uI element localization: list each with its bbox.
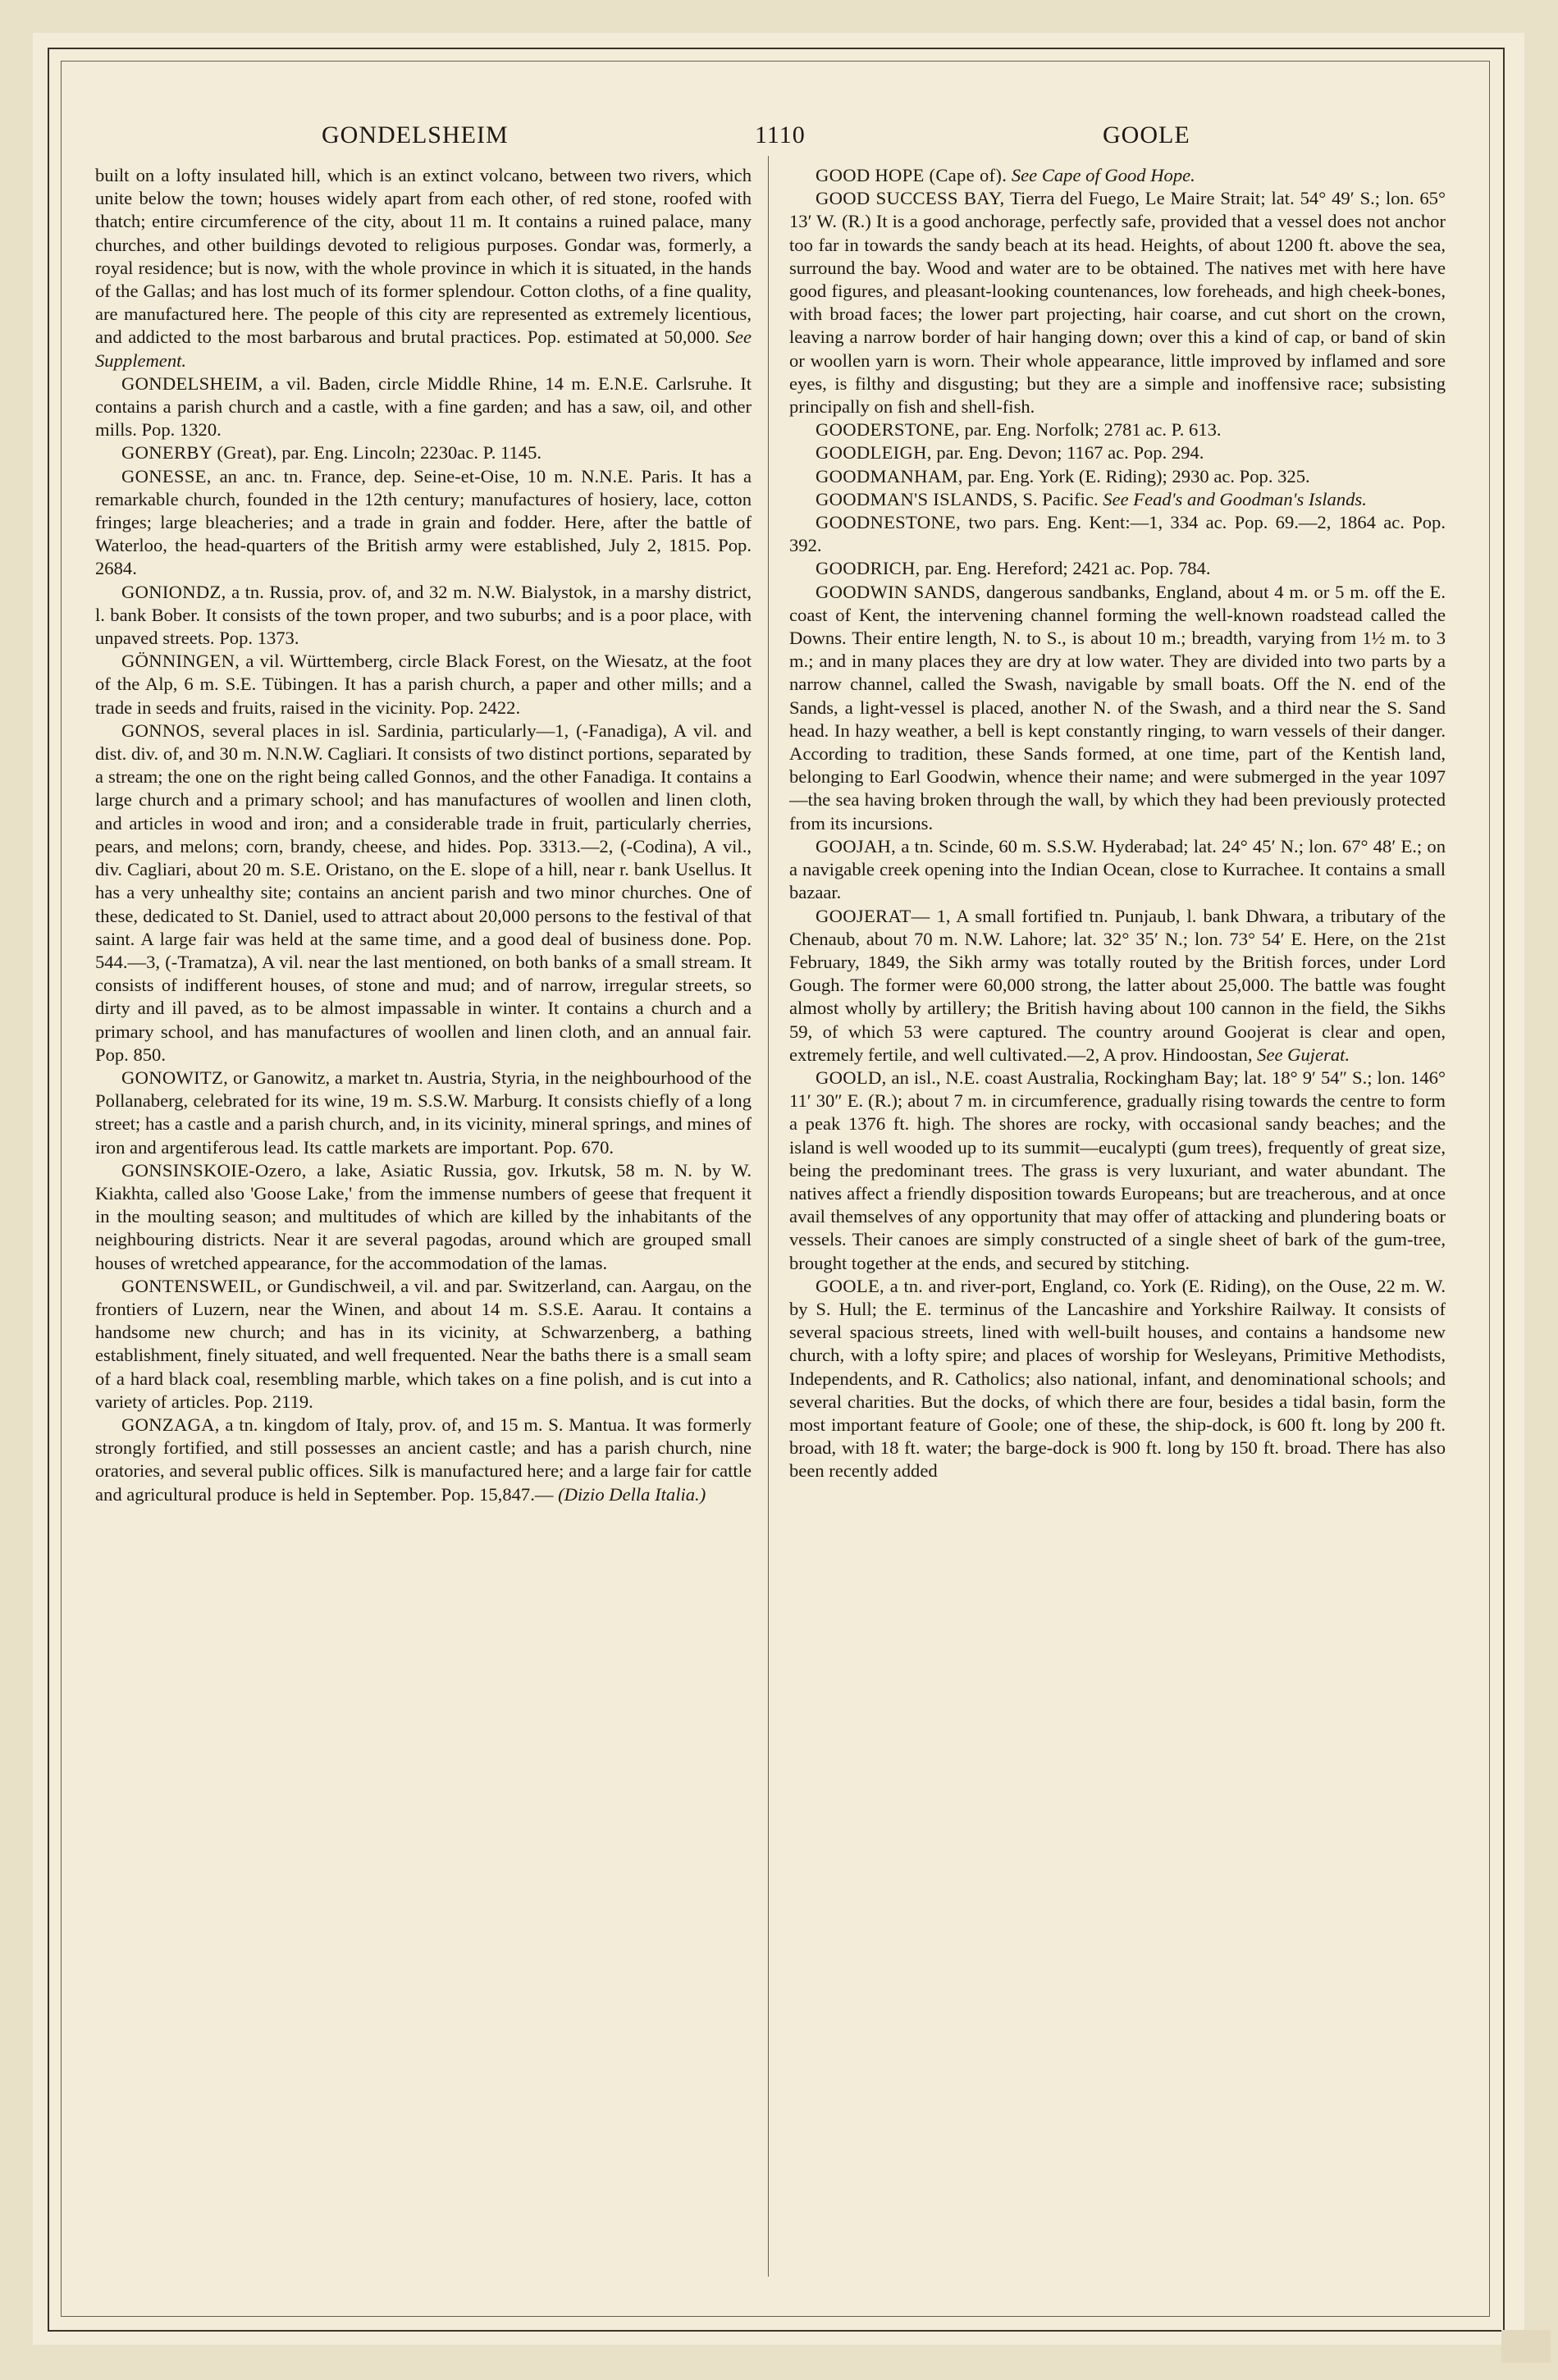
dictionary-entry bbox=[789, 488, 1446, 511]
dictionary-entry bbox=[95, 719, 752, 1067]
entry-text: a tn. and river-port, England, co. York (E. Riding), on the Ouse, 22 m. W. by S. Hull; the E. terminus of the Lancashire and Yorkshire Railway. It consists of several spacious streets, lined with well-built houses, and contains a handsome new church, with a lofty spire; and places of worship for Wesleyans, Primitive Methodists, Independents, and R. Catholics; also national, infant, and denominational schools; and several charities. But the docks, of which there are four, besides a tidal basin, form the most important feature of Goole; one of these, the ship-dock, is 600 ft. long by 200 ft. broad, with 18 ft. water; the barge-dock is 900 ft. long by 150 ft. broad. There has also been recently added bbox=[789, 1275, 1446, 1482]
right-column bbox=[789, 164, 1446, 2264]
entry-headword: GOOLD, bbox=[816, 1067, 887, 1088]
dictionary-entry bbox=[95, 1159, 752, 1275]
entry-text: par. Eng. Norfolk; 2781 ac. P. 613. bbox=[964, 419, 1222, 441]
entry-headword: GONDELSHEIM, bbox=[121, 372, 263, 394]
dictionary-entry bbox=[95, 1414, 752, 1506]
entry-text: or Ganowitz, a market tn. Austria, Styria, in the neighbourhood of the Pollanaberg, celebrated for its wine, 19 m. S.S.W. Marburg. It consists chiefly of a long street; has a castle and a parish church, and, in its vicinity, mineral springs, and mines of iron and argentiferous lead. Its cattle markets are important. Pop. 670. bbox=[95, 1067, 752, 1158]
entry-cross-reference: See Supplement. bbox=[95, 327, 752, 371]
dictionary-entry bbox=[789, 1275, 1446, 1483]
entry-text: a vil. Baden, circle Middle Rhine, 14 m. E.N.E. Carlsruhe. It contains a parish church and a castle, with a fine garden; and has a saw, oil, and other mills. Pop. 1320. bbox=[95, 372, 752, 441]
entry-headword: GOODMANHAM, bbox=[816, 465, 963, 487]
entry-headword: GONESSE, bbox=[121, 465, 212, 487]
entry-text: an anc. tn. France, dep. Seine-et-Oise, 10 m. N.N.E. Paris. It has a remarkable church, founded in the 12th century; manufactures of hosiery, lace, cotton fringes; large bleacheries; and a trade in grain and fodder. Here, after the battle of Waterloo, the head-quarters of the British army were established, July 2, 1815. Pop. 2684. bbox=[95, 465, 752, 579]
header-first-entry: GONDELSHEIM bbox=[322, 121, 509, 148]
entry-headword: GONOWITZ, bbox=[121, 1067, 229, 1088]
dictionary-entry bbox=[789, 465, 1446, 488]
dictionary-entry bbox=[95, 164, 752, 372]
entry-headword: GONERBY (Great), bbox=[121, 442, 277, 464]
page-corner-wear bbox=[1501, 2330, 1551, 2363]
running-header bbox=[90, 121, 1485, 154]
entry-headword: GONIONDZ, bbox=[121, 581, 226, 602]
entry-text: a tn. Scinde, 60 m. S.S.W. Hyderabad; lat. 24° 45′ N.; lon. 67° 48′ E.; on a navigable creek opening into the Indian Ocean, close to Kurrachee. It contains a small bazaar. bbox=[789, 835, 1446, 903]
entry-text: par. Eng. York (E. Riding); 2930 ac. Pop. 325. bbox=[967, 465, 1310, 487]
dictionary-entry bbox=[95, 1067, 752, 1159]
dictionary-entry bbox=[789, 835, 1446, 905]
entry-headword: GOOD HOPE (Cape of). bbox=[816, 165, 1007, 185]
entry-text: or Gundischweil, a vil. and par. Switzerland, can. Aargau, on the frontiers of Luzern, near the Winen, and about 14 m. S.S.E. Aarau. It contains a handsome new church; and has in its vicinity, at Schwarzenberg, a bathing establishment, finely situated, and well frequented. Near the baths there is a small seam of a hard black coal, resembling marble, which takes on a fine polish, and is cut into a variety of articles. Pop. 2119. bbox=[95, 1275, 752, 1412]
entry-headword: GOODLEIGH, bbox=[816, 442, 932, 464]
dictionary-entry bbox=[95, 650, 752, 719]
entry-headword: GOODNESTONE, bbox=[816, 512, 962, 533]
entry-cross-reference: (Dizio Della Italia.) bbox=[558, 1483, 706, 1505]
dictionary-entry bbox=[789, 581, 1446, 835]
entry-text: a tn. kingdom of Italy, prov. of, and 15 m. S. Mantua. It was formerly strongly fortified, and still possesses an ancient castle; and has a parish church, nine oratories, and several public offices. Silk is manufactured here; and a large fair for cattle and agricultural produce is held in September. Pop. 15,847.— bbox=[95, 1414, 752, 1505]
entry-headword: GOOLE, bbox=[816, 1275, 885, 1296]
entry-text: 1, A small fortified tn. Punjaub, l. bank Dhwara, a tributary of the Chenaub, about 70 m. N.W. Lahore; lat. 32° 35′ N.; lon. 73° 54′ E. Here, on the 21st February, 1849, the Sikh army was totally routed by the British forces, under Lord Gough. The former were 60,000 strong, the latter about 25,000. The battle was fought almost wholly by artillery; the British having about 100 cannon in the field, the Sikhs 59, of which 53 were captured. The country around Goojerat is clear and open, extremely fertile, and well cultivated.—2, A prov. Hindoostan, bbox=[789, 905, 1446, 1065]
entry-headword: GONSINSKOIE-Ozero, bbox=[121, 1159, 307, 1181]
entry-headword: GOOJERAT— bbox=[816, 905, 930, 926]
left-column bbox=[95, 164, 752, 2264]
entry-headword: GOOJAH, bbox=[816, 835, 897, 857]
entry-headword: GOODMAN'S ISLANDS, bbox=[816, 488, 1018, 509]
entry-headword: GOOD SUCCESS BAY, bbox=[816, 188, 1005, 209]
entry-headword: GOODERSTONE, bbox=[816, 419, 960, 441]
dictionary-entry bbox=[789, 441, 1446, 464]
entry-text: several places in isl. Sardinia, particularly—1, (-Fanadiga), A vil. and dist. div. of, and 30 m. N.N.W. Cagliari. It consists of two distinct portions, separated by a stream; the one on the right being called Gonnos, and the other Fanadiga. It contains a large church and a primary school; and has manufactures of woollen and linen cloth, and articles in wood and iron; and a considerable trade in fruit, particularly cherries, pears, and melons; corn, brandy, cheese, and hides. Pop. 3313.—2, (-Codina), A vil., div. Cagliari, about 20 m. S.E. Oristano, on the E. slope of a hill, near r. bank Usellus. It has a very unhealthy site; contains an ancient parish and two minor churches. One of these, dedicated to St. Daniel, used to attract about 20,000 persons to the festival of that saint. A large fair was held at the same time, and a good deal of business done. Pop. 544.—3, (-Tramatza), A vil. near the last mentioned, on both banks of a small stream. It consists of indifferent houses, of stone and mud; and of narrow, irregular streets, so dirty and ill paved, as to be almost impassable in winter. It contains a church and a primary school, and has manufactures of woollen and linen cloth, and an annual fair. Pop. 850. bbox=[95, 719, 752, 1065]
dictionary-entry bbox=[789, 418, 1446, 441]
page-number: 1110 bbox=[755, 121, 806, 148]
dictionary-entry bbox=[95, 465, 752, 581]
entry-text: a vil. Württemberg, circle Black Forest, on the Wiesatz, at the foot of the Alp, 6 m. S.E. Tübingen. It has a parish church, a paper and other mills; and a trade in seeds and fruits, raised in the vicinity. Pop. 2422. bbox=[95, 651, 752, 718]
entry-headword: GOODRICH, bbox=[816, 558, 921, 579]
column-divider bbox=[768, 156, 769, 2277]
dictionary-entry bbox=[789, 1067, 1446, 1275]
entry-text: two pars. Eng. Kent:—1, 334 ac. Pop. 69.—2, 1864 ac. Pop. 392. bbox=[789, 512, 1446, 556]
entry-cross-reference: See Gujerat. bbox=[1257, 1044, 1350, 1065]
dictionary-entry bbox=[95, 372, 752, 442]
entry-text: S. Pacific. bbox=[1022, 488, 1099, 509]
entry-text: an isl., N.E. coast Australia, Rockingham Bay; lat. 18° 9′ 54″ S.; lon. 146° 11′ 30″ E. (R.); about 7 m. in circumference, gradually rising towards the centre to form a peak 1376 ft. high. The shores are rocky, with occasional sandy beaches; and the island is well wooded up to its summit—eucalypti (gum trees), frequently of great size, being the predominant trees. The grass is very luxuriant, and water abundant. The natives affect a friendly disposition towards Europeans; but are treacherous, and at once avail themselves of any opportunity that may offer of attacking and plundering boats or vessels. Their canoes are simply constructed of a single sheet of bark of the gum-tree, brought together at the ends, and secured by stitching. bbox=[789, 1067, 1446, 1273]
dictionary-entry bbox=[95, 581, 752, 651]
entry-text: a lake, Asiatic Russia, gov. Irkutsk, 58 m. N. by W. Kiakhta, called also 'Goose Lake,' from the immense numbers of geese that frequent it in the moulting season; and multitudes of which are killed by the inhabitants of the neighbouring districts. Near it are several pagodas, around which are grouped small houses of wretched appearance, for the accommodation of the lamas. bbox=[95, 1159, 752, 1273]
entry-text: dangerous sandbanks, England, about 4 m. or 5 m. off the E. coast of Kent, the intervening channel forming the well-known roadstead called the Downs. Their entire length, N. to S., is about 10 m.; breadth, varying from 1½ m. to 3 m.; and in many places they are dry at low water. They are divided into two parts by a narrow channel, called the Swash, navigable by small boats. Off the N. end of the Sands, a light-vessel is placed, another N. of the Swash, and a third near the S. Sand head. In hazy weather, a bell is kept constantly ringing, to warn vessels of their danger. According to tradition, these Sands formed, at one time, part of the Kentish land, belonging to Earl Goodwin, whence their name; and were submerged in the year 1097—the sea having broken through the wall, by which they had been previously protected from its incursions. bbox=[789, 581, 1446, 834]
entry-headword: GOODWIN SANDS, bbox=[816, 581, 981, 602]
entry-cross-reference: See Cape of Good Hope. bbox=[1011, 165, 1195, 185]
dictionary-entry bbox=[95, 1275, 752, 1414]
entry-cross-reference: See Fead's and Goodman's Islands. bbox=[1103, 488, 1367, 509]
entry-headword: GONTENSWEIL, bbox=[121, 1275, 263, 1296]
entry-headword: GÖNNINGEN, bbox=[121, 651, 240, 672]
entry-text: par. Eng. Lincoln; 2230ac. P. 1145. bbox=[281, 442, 542, 464]
entry-headword: GONNOS, bbox=[121, 719, 205, 741]
header-last-entry: GOOLE bbox=[1103, 121, 1190, 148]
entry-text: a tn. Russia, prov. of, and 32 m. N.W. Bialystok, in a marshy district, l. bank Bober. It consists of the town proper, and two suburbs; and is a poor place, with unpaved streets. Pop. 1373. bbox=[95, 581, 752, 649]
dictionary-page bbox=[33, 33, 1524, 2345]
dictionary-entry bbox=[789, 187, 1446, 418]
dictionary-entry bbox=[789, 511, 1446, 557]
entry-text: built on a lofty insulated hill, which is an extinct volcano, between two rivers, which unite below the town; houses widely apart from each other, of red stone, roofed with thatch; entire circumference of the city, about 11 m. It contains a ruined palace, many churches, and other buildings devoted to religious purposes. Gondar was, formerly, a royal residence; but is now, with the whole province in which it is situated, in the hands of the Gallas; and has lost much of its former splendour. Cotton cloths, of a fine quality, are manufactured here. The people of this city are represented as extremely licentious, and addicted to the most barbarous and brutal practices. Pop. estimated at 50,000. bbox=[95, 165, 752, 348]
dictionary-entry bbox=[789, 164, 1446, 187]
entry-text: par. Eng. Hereford; 2421 ac. Pop. 784. bbox=[925, 558, 1211, 579]
entry-text: par. Eng. Devon; 1167 ac. Pop. 294. bbox=[936, 442, 1204, 464]
dictionary-entry bbox=[95, 441, 752, 464]
entry-headword: GONZAGA, bbox=[121, 1414, 220, 1435]
dictionary-entry bbox=[789, 557, 1446, 580]
entry-text: Tierra del Fuego, Le Maire Strait; lat. 54° 49′ S.; lon. 65° 13′ W. (R.) It is a good anchorage, perfectly safe, provided that a vessel does not anchor too far in towards the sandy beach at its head. Heights, of about 1200 ft. above the sea, surround the bay. Wood and water are to be obtained. The natives met with here have good figures, and pleasant-looking countenances, low foreheads, and high cheek-bones, with broad faces; the lower part projecting, hair coarse, and cut short on the crown, leaving a narrow border of hair hanging down; over this a kind of cap, or band of skin or woollen yarn is worn. Their whole appearance, little improved by inflamed and sore eyes, is filthy and disgusting; but they are a simple and inoffensive race; subsisting principally on fish and shell-fish. bbox=[789, 188, 1446, 418]
dictionary-entry bbox=[789, 905, 1446, 1067]
